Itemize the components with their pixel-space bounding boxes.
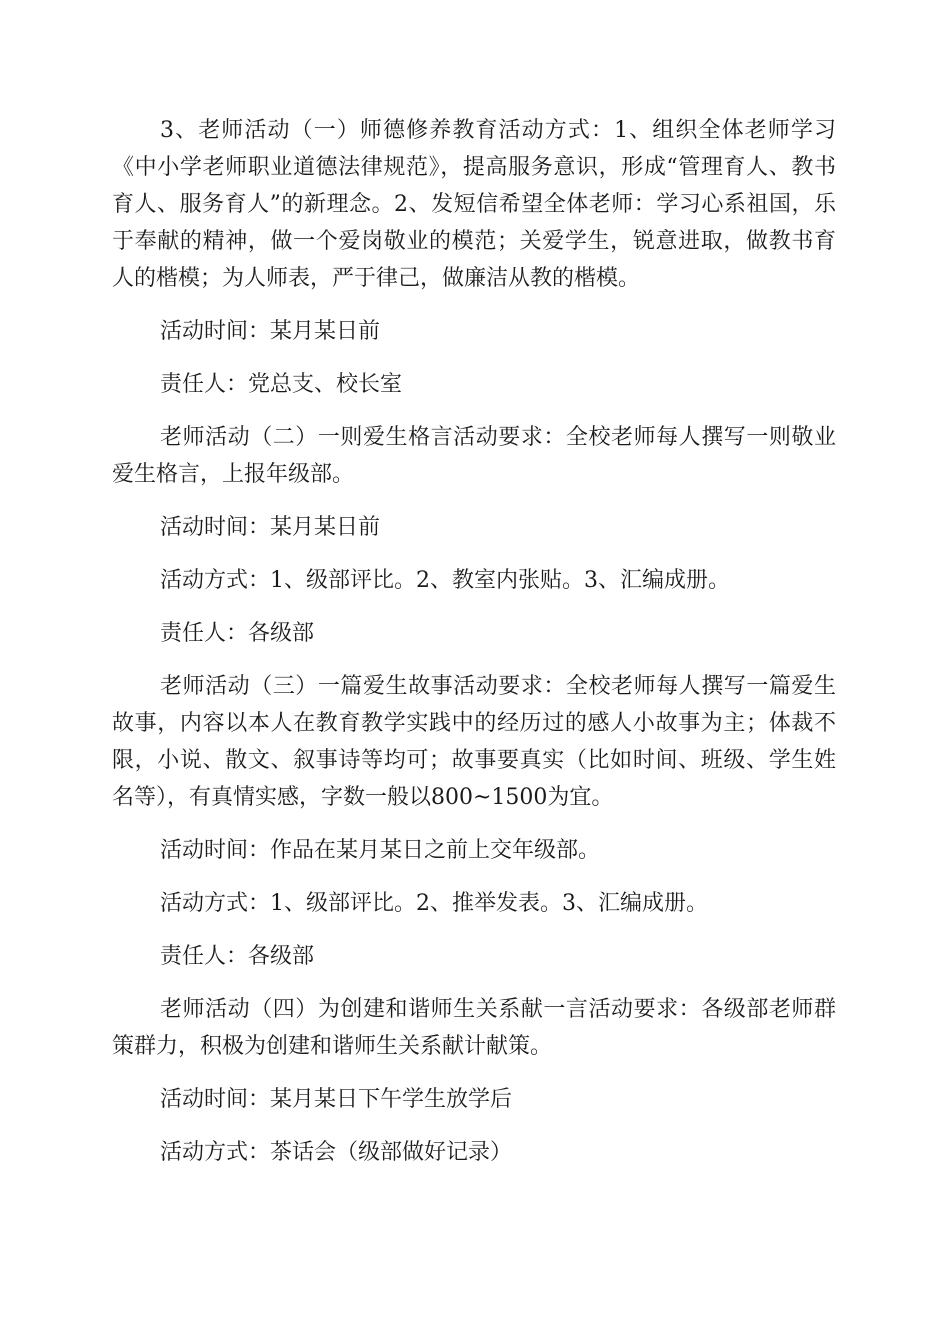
paragraph-teacher-activity-3: 老师活动（三）一篇爱生故事活动要求：全校老师每人撰写一篇爱生故事，内容以本人在教育教学实践中的经历过的感人小故事为主；体裁不限，小说、散文、叙事诗等均可；故事要真实（比如时间、班级、学生姓名等），有真情实感，字数一般以800~1500为宜。 (112, 674, 836, 810)
paragraph-teacher-activity-1: 3、老师活动（一）师德修养教育活动方式：1、组织全体老师学习《中小学老师职业道德法律规范》，提高服务意识，形成“管理育人、教书育人、服务育人”的新理念。2、发短信希望全体老师：学习心系祖国，乐于奉献的精神，做一个爱岗敬业的模范；关爱学生，锐意进取，做教书育人的楷模；为人师表，严于律己，做廉洁从教的楷模。 (112, 118, 836, 291)
paragraph-teacher-activity-2: 老师活动（二）一则爱生格言活动要求：全校老师每人撰写一则敬业爱生格言，上报年级部。 (112, 425, 836, 487)
paragraph-responsible-person: 责任人：党总支、校长室 (160, 372, 403, 397)
paragraph-responsible-person: 责任人：各级部 (160, 621, 315, 646)
paragraph-activity-method: 活动方式：1、级部评比。2、教室内张贴。3、汇编成册。 (160, 568, 730, 593)
paragraph-activity-time: 活动时间：某月某日前 (160, 319, 381, 344)
document-body (112, 112, 836, 1187)
paragraph-responsible-person: 责任人：各级部 (160, 944, 315, 969)
paragraph-activity-method: 活动方式：茶话会（级部做好记录） (160, 1140, 513, 1165)
paragraph-activity-time: 活动时间：作品在某月某日之前上交年级部。 (160, 838, 601, 863)
paragraph-activity-time: 活动时间：某月某日下午学生放学后 (160, 1087, 513, 1112)
paragraph-activity-method: 活动方式：1、级部评比。2、推举发表。3、汇编成册。 (160, 891, 708, 916)
paragraph-teacher-activity-4: 老师活动（四）为创建和谐师生关系献一言活动要求：各级部老师群策群力，积极为创建和谐师生关系献计献策。 (112, 997, 836, 1059)
paragraph-activity-time: 活动时间：某月某日前 (160, 515, 381, 540)
